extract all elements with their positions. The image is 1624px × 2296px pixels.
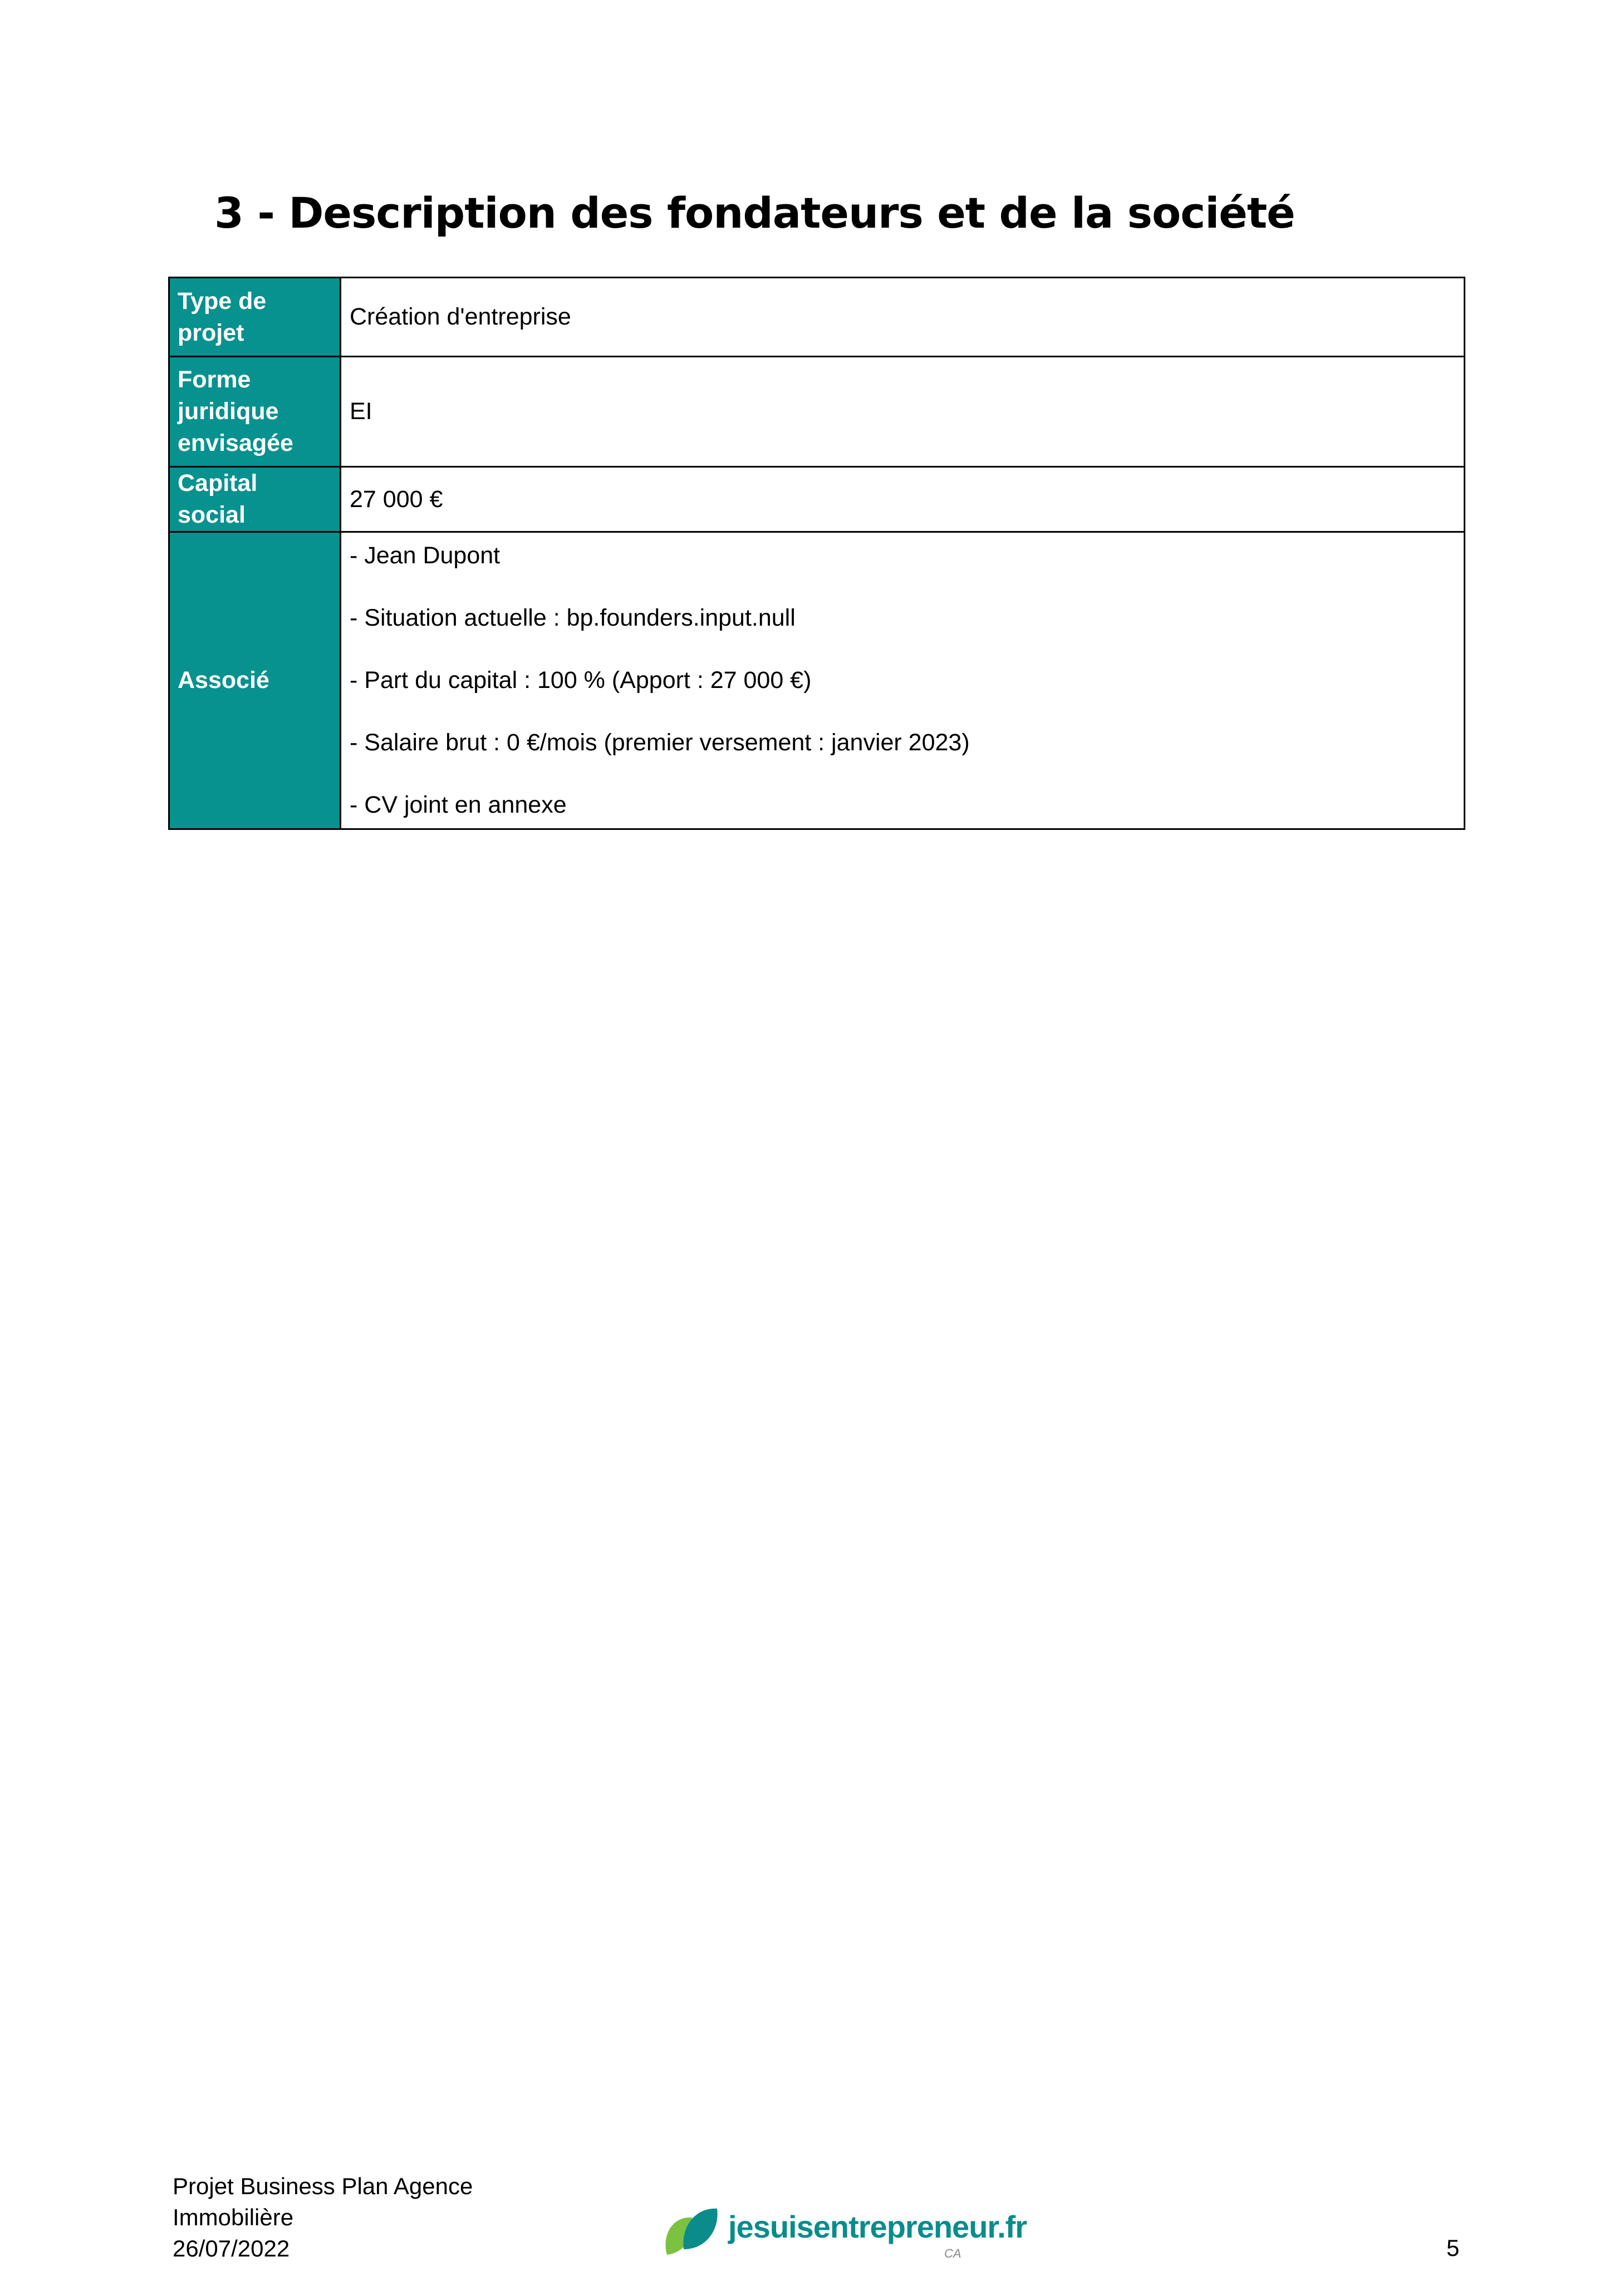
associate-detail-list (350, 540, 1455, 821)
list-item: - Situation actuelle : bp.founders.input.null (350, 604, 796, 631)
project-info-table (168, 277, 1465, 830)
footer-info (173, 2171, 529, 2264)
logo-sub: CA (944, 2246, 961, 2260)
list-item: - Salaire brut : 0 €/mois (premier versement : janvier 2023) (350, 729, 970, 756)
list-item: - Part du capital : 100 % (Apport : 27 000 €) (350, 667, 812, 694)
brand-logo (661, 2202, 1027, 2263)
row-label: Forme juridique envisagée (169, 357, 341, 467)
row-label: Capital social (169, 467, 341, 532)
list-item: - CV joint en annexe (350, 791, 567, 818)
table-row (169, 357, 1465, 467)
table-row (169, 467, 1465, 532)
row-value: 27 000 € (341, 467, 1465, 532)
leaf-logo-icon (661, 2202, 723, 2263)
associate-label: Associé (169, 532, 341, 829)
table-row-associate (169, 532, 1465, 829)
table-row (169, 278, 1465, 357)
list-item: - Jean Dupont (350, 542, 501, 569)
row-value: EI (341, 357, 1465, 467)
page-number: 5 (1446, 2235, 1460, 2261)
page-title: 3 - Description des fondateurs et de la société (214, 188, 1295, 238)
footer-company: Projet Business Plan Agence Immobilière (173, 2173, 473, 2230)
footer-date: 26/07/2022 (173, 2235, 290, 2261)
row-value: Création d'entreprise (341, 278, 1465, 357)
logo-text: jesuisentrepreneur.fr (728, 2209, 1027, 2244)
associate-details (341, 532, 1465, 829)
row-label: Type de projet (169, 278, 341, 357)
